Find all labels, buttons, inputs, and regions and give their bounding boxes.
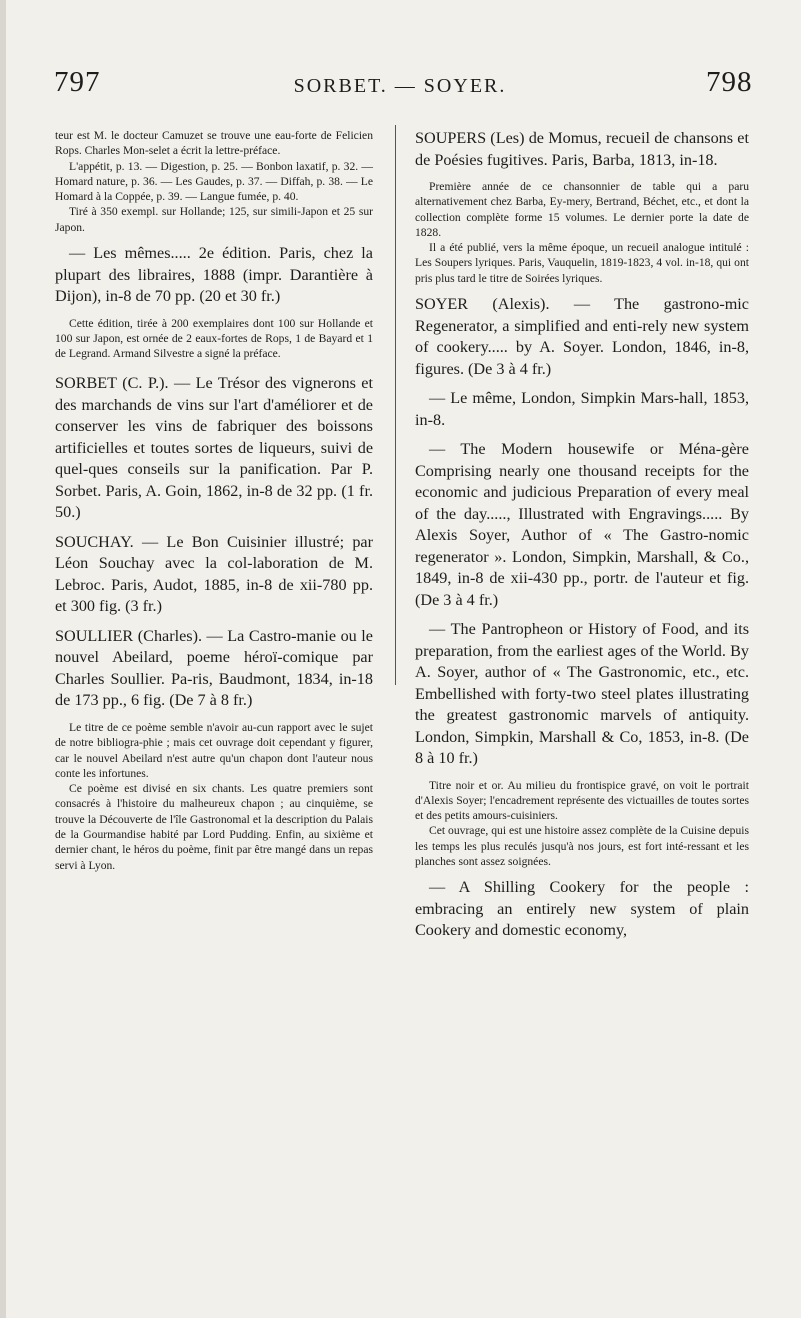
bibliography-entry-souchay: SOUCHAY. — Le Bon Cuisinier illustré; par Léon Souchay avec la col-laboration de M. Lebroc. Paris, Audot, 1885, in-8 de xii-780 pp. et 300 fig. (3 fr.) [55, 532, 373, 616]
bibliography-entry: — The Modern housewife or Ména-gère Comprising nearly one thousand receipts for the economic and judicious Preparation of every meal of the day....., Illustrated with Engravings..... By Alexis Soyer, Author of « The Gastro-nomic regenerator ». London, Simpkin, Marshall, & Co., 1849, in-8 de xii-430 pp., portr. de l'auteur et fig. (De 3 à 4 fr.) [415, 440, 749, 609]
bibliography-entry: — A Shilling Cookery for the people : embracing an entirely new system of plain Cookery and domestic economy, [415, 878, 749, 940]
column-divider [395, 125, 396, 685]
page-binding-edge [0, 0, 6, 1318]
entry-note: Première année de ce chansonnier de table qui a paru alternativement chez Barba, Ey-mery, Bertrand, Béchet, etc., et dont la collection complète forme 15 volumes. Le dernier porte la date de 1828. [415, 180, 749, 239]
entry-note: Il a été publié, vers la même époque, un recueil analogue intitulé : Les Soupers lyriques. Paris, Vauquelin, 1819-1823, 4 vol. in-18, qui ont pris plus tard le titre de Soirées lyriques. [415, 241, 749, 285]
right-column [415, 128, 749, 942]
bibliography-entry: — Les mêmes..... 2e édition. Paris, chez la plupart des libraires, 1888 (impr. Darantière à Dijon), in-8 de 70 pp. (20 et 30 fr.) [55, 244, 373, 306]
right-page-number: 798 [706, 66, 753, 98]
entry-note: L'appétit, p. 13. — Digestion, p. 25. — Bonbon laxatif, p. 32. — Homard nature, p. 36. — Les Gaudes, p. 37. — Diffah, p. 38. — Le Homard à la Coppée, p. 39. — Langue fumée, p. 40. [55, 159, 373, 204]
entry-note: teur est M. le docteur Camuzet se trouve une eau-forte de Felicien Rops. Charles Mon-selet a écrit la lettre-préface. [55, 129, 373, 158]
entry-note: Cette édition, tirée à 200 exemplaires dont 100 sur Hollande et 100 sur Japon, est ornée de 2 eaux-fortes de Rops, 1 de Bayard et 1 de Legrand. Armand Silvestre a signé la préface. [55, 316, 373, 361]
left-page-number: 797 [54, 66, 101, 98]
entry-note: Tiré à 350 exempl. sur Hollande; 125, sur simili-Japon et 25 sur Japon. [55, 205, 373, 234]
entry-note: Cet ouvrage, qui est une histoire assez complète de la Cuisine depuis les temps les plus reculés jusqu'à nos jours, est fort inté-ressant et les planches sont assez soignées. [415, 824, 749, 869]
bibliography-entry-soyer: SOYER (Alexis). — The gastrono-mic Regenerator, a simplified and enti-rely new system of cookery..... by A. Soyer. London, 1846, in-8, figures. (De 3 à 4 fr.) [415, 295, 749, 378]
left-column [55, 128, 373, 873]
entry-note: Le titre de ce poème semble n'avoir au-cun rapport avec le sujet de notre bibliogra-phie ; mais cet ouvrage doit cependant y figurer, car le nouvel Abeilard n'est autre qu'un chapon dont l'auteur nous conte les infortunes. [55, 720, 373, 780]
bibliography-entry-soupers: SOUPERS (Les) de Momus, recueil de chansons et de Poésies fugitives. Paris, Barba, 1813, in-18. [415, 129, 749, 169]
bibliography-entry-sorbet: SORBET (C. P.). — Le Trésor des vignerons et des marchands de vins sur l'art d'améliorer et de conserver les vins de fabriquer des boissons artificielles et toutes sortes de liqueurs, suivi de quel-ques conseils sur la panification. Par P. Sorbet. Paris, A. Goin, 1862, in-8 de 32 pp. (1 fr. 50.) [55, 374, 373, 522]
bibliography-entry: — The Pantropheon or History of Food, and its preparation, from the earliest ages of the World. By A. Soyer, author of « The Gastronomic, etc., etc. Embellished with forty-two steel plates illustrating the greatest gastronomic marvels of antiquity. London, Simpkin, Marshall & Co, 1853, in-8. (De 8 à 10 fr.) [415, 620, 749, 768]
entry-note: Titre noir et or. Au milieu du frontispice gravé, on voit le portrait d'Alexis Soyer; l'encadrement représente des victuailles de toutes sortes et des petits amours-cuisiniers. [415, 778, 749, 823]
bibliography-entry-soullier: SOULLIER (Charles). — La Castro-manie ou le nouvel Abeilard, poeme héroï-comique par Charles Soullier. Pa-ris, Baudmont, 1834, in-18 de 173 pp., 6 fig. (De 7 à 8 fr.) [55, 626, 373, 710]
bibliography-entry: — Le même, London, Simpkin Mars-hall, 1853, in-8. [415, 389, 749, 429]
running-head: SORBET. — SOYER. [293, 75, 507, 97]
entry-note: Ce poème est divisé en six chants. Les quatre premiers sont consacrés à l'histoire du malheureux chapon ; au cinquième, se trouve la Découverte de l'île Gastronomal et la description du Palais de la Gourmandise habité par Lord Pudding. Enfin, au sixième et dernier chant, le héros du poème, finit par être mangé dans un repas servi à Lyon. [55, 782, 373, 872]
